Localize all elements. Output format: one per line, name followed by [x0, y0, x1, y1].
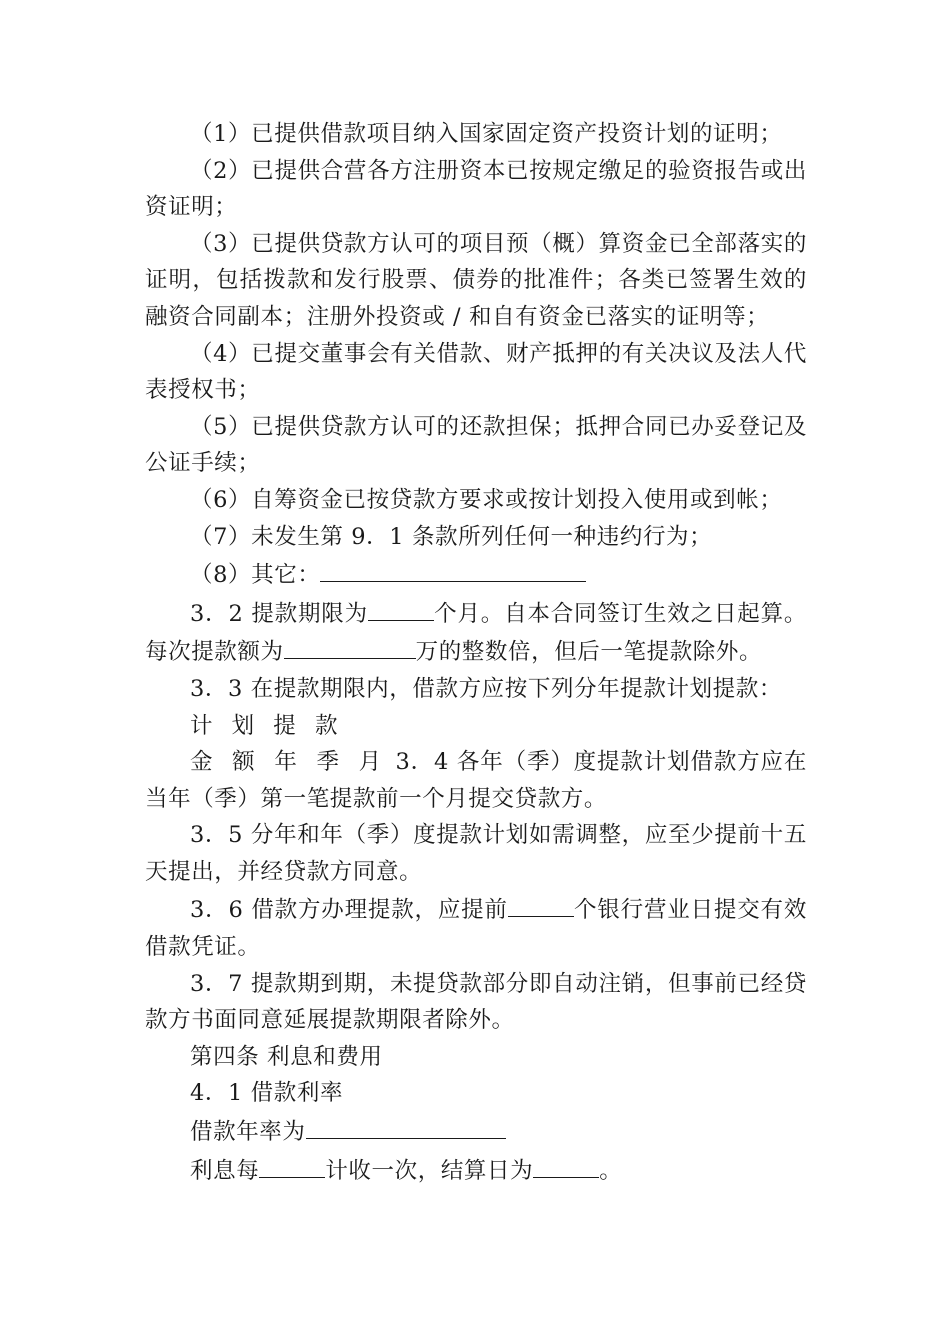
annual-rate-line [145, 1112, 807, 1151]
settlement-date-blank [533, 1151, 599, 1178]
clause-8 [145, 555, 807, 594]
section-3-4 [145, 744, 807, 817]
clause-6: （6）自筹资金已按贷款方要求或按计划投入使用或到帐； [190, 486, 783, 513]
clause-2: （2）已提供合营各方注册资本已按规定缴足的验资报告或出资证明； [145, 157, 807, 221]
amount-multiple-blank [284, 632, 416, 659]
interest-part2: 计收一次，结算日为 [325, 1157, 534, 1184]
section-3-7: 3．7 提款期到期，未提贷款部分即自动注销，但事前已经贷款方书面同意延展提款期限者除外。 [145, 970, 807, 1034]
interest-part1: 利息每 [190, 1157, 260, 1184]
section-3-6-part1: 3．6 借款方办理提款，应提前 [190, 897, 508, 924]
section-3-6 [145, 890, 807, 965]
section-3-2-part2: 个月。自本合同签订生效之日起算。每次提款额为 [145, 600, 807, 666]
article-4-heading: 第四条 利息和费用 [190, 1043, 383, 1070]
plan-columns: 金 额 年 季 月 [190, 749, 388, 776]
section-3-3: 3．3 在提款期限内，借款方应按下列分年提款计划提款： [190, 675, 782, 702]
clause-5: （5）已提供贷款方认可的还款担保；抵押合同已办妥登记及公证手续； [145, 413, 807, 477]
business-days-blank [508, 890, 574, 917]
annual-rate-label: 借款年率为 [190, 1119, 306, 1146]
document-page [145, 116, 807, 1189]
section-3-4-text: 3．4 各年（季）度提款计划借款方应在当年（季）第一笔提款前一个月提交贷款方。 [145, 749, 807, 812]
period-months-blank [368, 594, 434, 621]
plan-heading: 计 划 提 款 [190, 712, 344, 739]
section-3-2-part1: 3．2 提款期限为 [190, 600, 368, 627]
interest-part3: 。 [599, 1157, 623, 1184]
section-3-2-part3: 万的整数倍，但后一笔提款除外。 [415, 639, 763, 666]
section-3-6-part2: 个银行营业日提交有效借款凭证。 [145, 897, 807, 961]
interest-period-blank [259, 1151, 325, 1178]
section-3-2 [145, 594, 807, 671]
clause-8-label: （8）其它： [190, 562, 321, 589]
clause-3: （3）已提供贷款方认可的项目预（概）算资金已全部落实的证明，包括拨款和发行股票、债券的批准件；各类已签署生效的融资合同副本；注册外投资或 / 和自有资金已落实的证明等； [145, 230, 807, 330]
annual-rate-blank [306, 1112, 506, 1139]
clause-7: （7）未发生第 9．1 条款所列任何一种违约行为； [190, 523, 713, 550]
other-blank [320, 555, 586, 582]
section-3-5: 3．5 分年和年（季）度提款计划如需调整，应至少提前十五天提出，并经贷款方同意。 [145, 822, 807, 885]
interest-line [145, 1151, 807, 1190]
section-4-1: 4．1 借款利率 [190, 1080, 344, 1107]
clause-1: （1）已提供借款项目纳入国家固定资产投资计划的证明； [190, 121, 783, 147]
clause-4: （4）已提交董事会有关借款、财产抵押的有关决议及法人代表授权书； [145, 340, 807, 404]
